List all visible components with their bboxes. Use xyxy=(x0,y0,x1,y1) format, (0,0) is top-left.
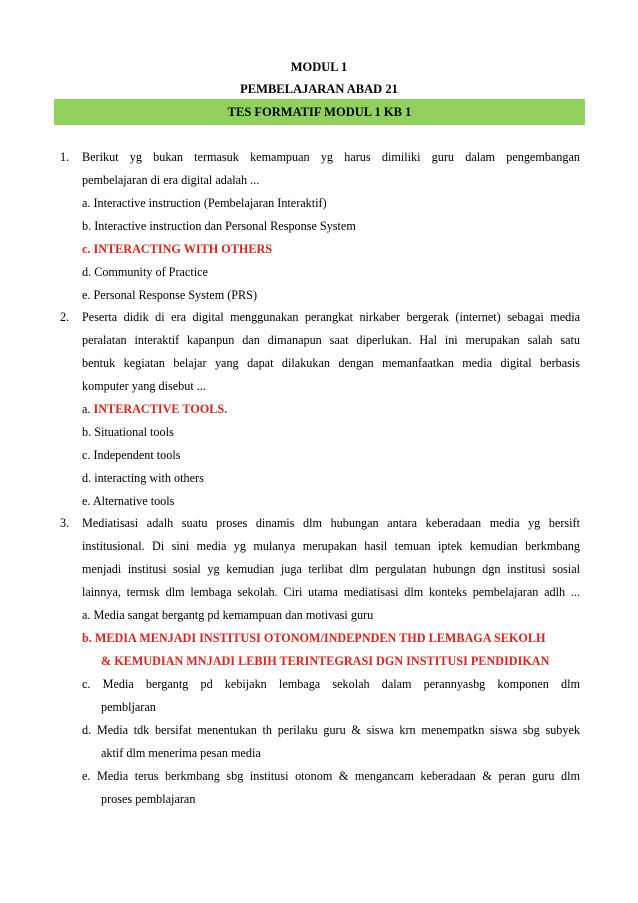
module-subtitle: PEMBELAJARAN ABAD 21 xyxy=(240,82,398,96)
question-number: 2. xyxy=(60,310,70,324)
question-text-line: Berikut yg bukan termasuk kemampuan yg harus dimiliki guru dalam pengembangan xyxy=(82,150,580,164)
option-e-continued: proses pemblajaran xyxy=(101,792,196,806)
option-b: b. Interactive instruction dan Personal Response System xyxy=(82,219,356,233)
formative-test-banner: TES FORMATIF MODUL 1 KB 1 xyxy=(54,99,585,125)
question-text-line: Mediatisasi adalh suatu proses dinamis dlm hubungan antara keberadaan media yg bersift xyxy=(82,516,580,530)
option-c: c. Independent tools xyxy=(82,448,181,462)
option-a-answer: INTERACTIVE TOOLS. xyxy=(93,402,228,416)
question-text-line: bentuk kegiatan belajar yang dapat dilakukan dengan memanfaatkan media digital berbasis xyxy=(82,356,580,370)
option-c: c. Media bergantg pd kebijakn lembaga sekolah dalam perannyasbg komponen dlm xyxy=(82,677,580,691)
question-text-line: pembelajaran di era digital adalah ... xyxy=(82,173,260,187)
question-text-line: komputer yang disebut ... xyxy=(82,379,206,393)
option-letter: a. xyxy=(82,402,91,416)
question-text-line: menjadi institusi sosial yg kemudian juga terlibat dlm pergulatan hubungn dgn institusi sosial xyxy=(82,562,580,576)
option-d: d. interacting with others xyxy=(82,471,204,485)
option-d-continued: aktif dlm menerima pesan media xyxy=(101,746,261,760)
option-b-answer: b. MEDIA MENJADI INSTITUSI OTONOM/INDEPNDEN THD LEMBAGA SEKOLH xyxy=(82,631,546,645)
option-c-continued: pembljaran xyxy=(101,700,156,714)
question-text-line: lainnya, termsk dlm lembaga sekolah. Ciri utama mediatisasi dlm konteks pembelajaran adlh ... xyxy=(82,585,580,599)
option-c-answer: c. INTERACTING WITH OTHERS xyxy=(82,242,273,256)
question-text-line: institusional. Di sini media yg mulanya merupakan hasil temuan iptek kemudian berkmbang xyxy=(82,539,580,553)
option-e: e. Personal Response System (PRS) xyxy=(82,288,258,302)
option-a xyxy=(82,402,227,417)
option-d: d. Media tdk bersifat menentukan th perilaku guru & siswa krn menempatkn siswa sbg subyek xyxy=(82,723,580,737)
module-title: MODUL 1 xyxy=(290,60,348,74)
question-text-line: Peserta didik di era digital menggunakan perangkat nirkaber bergerak (internet) sebagai media xyxy=(82,310,580,324)
question-text-line: peralatan interaktif kapanpun dan dimanapun saat diperlukan. Hal ini merupakan salah satu xyxy=(82,333,580,347)
option-d: d. Community of Practice xyxy=(82,265,208,279)
question-number: 3. xyxy=(60,516,70,530)
option-a: a. Media sangat bergantg pd kemampuan dan motivasi guru xyxy=(82,608,374,622)
option-b-answer-continued: & KEMUDIAN MNJADI LEBIH TERINTEGRASI DGN INSTITUSI PENDIDIKAN xyxy=(101,654,550,668)
option-b: b. Situational tools xyxy=(82,425,174,439)
option-e: e. Media terus berkmbang sbg institusi otonom & mengancam keberadaan & peran guru dlm xyxy=(82,769,580,783)
option-e: e. Alternative tools xyxy=(82,494,175,508)
option-a: a. Interactive instruction (Pembelajaran Interaktif) xyxy=(82,196,327,210)
question-number: 1. xyxy=(60,150,70,164)
